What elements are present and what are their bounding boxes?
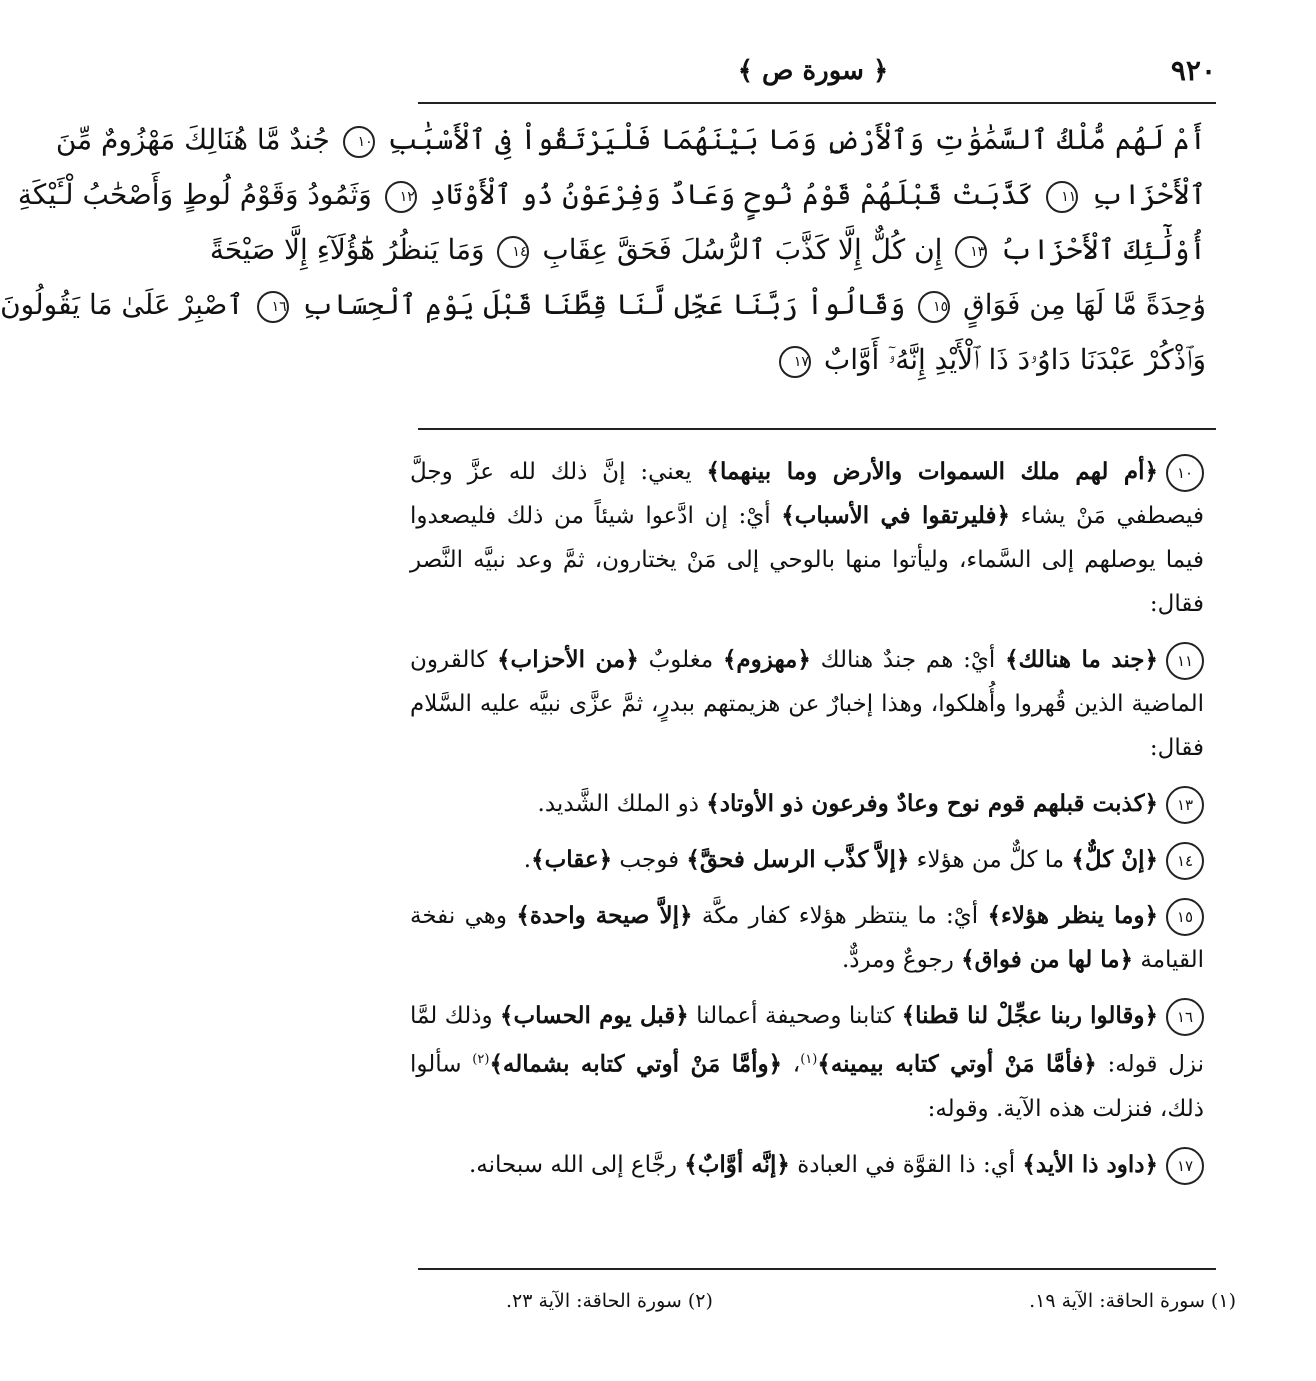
- quoted-verse: ﴿وقالوا ربنا عجِّلْ لنا قطنا﴾: [901, 1002, 1158, 1029]
- ayah-number-marker: ١١: [1046, 181, 1078, 213]
- quran-verse-text: وَمَا يَنظُرُ هَٰٓؤُلَآءِ إِلَّا صَيْحَةً: [209, 233, 494, 266]
- quran-verse-text: ٱلْأَحْزَابِ: [1082, 178, 1206, 211]
- verse-number-badge: ١٠: [1166, 454, 1204, 492]
- commentary-text: فوجب: [612, 847, 687, 873]
- quran-divider: [418, 428, 1216, 430]
- page-header: [410, 54, 1216, 94]
- verse-number-badge: ١٦: [1166, 998, 1204, 1036]
- quran-verse-text: وَثَمُودُ وَقَوْمُ لُوطٍ وَأَصْحَٰبُ لْـَٔيْكَةِ: [17, 178, 381, 211]
- footnote-divider: [418, 1268, 1216, 1270]
- quran-text-block: [0, 112, 1206, 387]
- quoted-verse: ﴿جند ما هنالك﴾: [1005, 646, 1159, 673]
- quran-verse-text: أَمْ لَهُم مُّلْكُ ٱلسَّمَٰوَٰتِ وَٱلْأَرْضِ وَمَا بَيْنَهُمَا فَلْيَرْتَقُواْ فِى ٱلْأَسْبَٰبِ: [378, 123, 1206, 156]
- commentary-text: ذو الملك الشَّديد.: [537, 791, 707, 817]
- commentary-text: أي: ذا القوَّة في العبادة: [789, 1151, 1023, 1178]
- verse-number-badge: ١٣: [1166, 786, 1204, 824]
- quran-verse-text: وَقَالُواْ رَبَّنَا عَجِّل لَّنَا قِطَّنَا قَبْلَ يَوْمِ ٱلْحِسَابِ: [292, 288, 915, 321]
- tafsir-entry: [410, 450, 1204, 626]
- commentary-text: ،: [782, 1051, 801, 1078]
- ayah-number-marker: ١٦: [257, 291, 289, 323]
- commentary-text: كتابنا وصحيفة أعمالنا: [688, 1003, 902, 1029]
- quoted-verse: ﴿وما ينظر هؤلاء﴾: [987, 902, 1158, 929]
- commentary-text: مغلوبٌ: [638, 647, 723, 673]
- quoted-verse: ﴿داود ذا الأيد﴾: [1022, 1150, 1158, 1178]
- surah-title: ﴿ سورة ص ﴾: [737, 56, 889, 86]
- commentary-text: أيْ: ما ينتظر هؤلاء كفار مكَّة: [692, 903, 988, 929]
- header-divider: [418, 102, 1216, 104]
- quran-verse-text: جُندٌ مَّا هُنَالِكَ مَهْزُومٌ مِّنَ: [55, 123, 339, 156]
- tafsir-block: [410, 450, 1204, 1199]
- verse-number-badge: ١١: [1166, 642, 1204, 680]
- quran-verse-text: إِن كُلٌّ إِلَّا كَذَّبَ ٱلرُّسُلَ فَحَقَّ عِقَابِ: [533, 233, 952, 266]
- quoted-verse: ﴿فأمَّا مَنْ أوتي كتابه بيمينه﴾: [817, 1050, 1097, 1078]
- ayah-number-marker: ١٠: [343, 126, 375, 158]
- commentary-text: كالقرون الماضية الذين قُهروا وأُهلكوا، وهذا إخبارٌ عن هزيمتهم ببدرٍ، ثمَّ عزَّى نبيَّه عليه السَّلام فقال:: [410, 647, 1204, 761]
- quran-verse-text: ٱصْبِرْ عَلَىٰ مَا يَقُولُونَ: [0, 288, 253, 321]
- footnote-reference: (١): [800, 1052, 818, 1067]
- tafsir-entry: [410, 1143, 1204, 1187]
- commentary-text: وذلك لمَّا نزل قوله:: [410, 1003, 1205, 1078]
- quoted-verse: ﴿إنْ كلٌّ﴾: [1071, 846, 1158, 873]
- quran-verse-text: كَذَّبَتْ قَبْلَهُمْ قَوْمُ نُوحٍ وَعَادٌ وَفِرْعَوْنُ ذُو ٱلْأَوْتَادِ: [420, 178, 1043, 211]
- quran-line: [17, 167, 1206, 222]
- commentary-text: .: [523, 847, 532, 873]
- commentary-text: يعني: إنَّ ذلك لله عزَّ وجلَّ فيصطفي مَنْ يشاء: [410, 459, 1205, 529]
- footnote-reference: (٢): [472, 1052, 490, 1067]
- quoted-verse: ﴿وأمَّا مَنْ أوتي كتابه بشماله﴾: [489, 1050, 783, 1078]
- ayah-number-marker: ١٧: [779, 346, 811, 378]
- ayah-number-marker: ١٢: [385, 181, 417, 213]
- commentary-text: أيْ: إن ادَّعوا شيئاً من ذلك فليصعدوا فيما يوصلهم إلى السَّماء، وليأتوا منها بالوحي إلى مَنْ يختارون، ثمَّ وعد نبيَّه النَّصر فقال:: [410, 503, 1204, 617]
- quoted-verse: ﴿أم لهم ملك السموات والأرض وما بينهما﴾: [706, 458, 1158, 485]
- quran-verse-text: أُوْلَٰٓئِكَ ٱلْأَحْزَابُ: [991, 233, 1206, 266]
- quoted-verse: ﴿من الأحزاب﴾: [497, 646, 639, 673]
- quoted-verse: ﴿إنَّه أوَّابٌ﴾: [684, 1150, 790, 1178]
- tafsir-entry: [410, 638, 1204, 770]
- ayah-number-marker: ١٣: [955, 236, 987, 268]
- quoted-verse: ﴿عقاب﴾: [531, 846, 613, 873]
- quran-line: [410, 332, 1206, 387]
- quoted-verse: ﴿كذبت قبلهم قوم نوح وعادٌ وفرعون ذو الأوتاد﴾: [706, 790, 1158, 817]
- tafsir-entry: [410, 782, 1204, 826]
- quoted-verse: ﴿فليرتقوا في الأسباب﴾: [781, 502, 1010, 529]
- footnote-2: (٢) سورة الحاقة: الآية ٢٣.: [506, 1290, 713, 1312]
- footnotes: [506, 1290, 1236, 1330]
- quran-verse-text: وَٰحِدَةً مَّا لَهَا مِن فَوَاقٍ: [954, 288, 1206, 321]
- quran-verse-text: وَٱذْكُرْ عَبْدَنَا دَاوُۥدَ ذَا ٱلْأَيْدِ إِنَّهُۥٓ أَوَّابٌ: [814, 343, 1206, 376]
- quran-line: [0, 277, 1206, 332]
- page-number: ٩٢٠: [1170, 54, 1216, 87]
- quoted-verse: ﴿ما لها من فواق﴾: [961, 946, 1134, 973]
- quran-line: [209, 222, 1206, 277]
- quoted-verse: ﴿إلاَّ كذَّب الرسل فحقَّ﴾: [686, 846, 910, 873]
- quran-line: [55, 112, 1206, 167]
- verse-number-badge: ١٥: [1166, 898, 1204, 936]
- verse-number-badge: ١٧: [1166, 1147, 1204, 1185]
- quoted-verse: ﴿قبل يوم الحساب﴾: [500, 1002, 689, 1029]
- tafsir-entry: [410, 838, 1204, 882]
- commentary-text: وهي نفخة القيامة: [410, 903, 1204, 973]
- commentary-text: سألوا ذلك، فنزلت هذه الآية. وقوله:: [410, 1051, 1204, 1122]
- tafsir-entry: [410, 894, 1204, 982]
- ayah-number-marker: ١٥: [918, 291, 950, 323]
- commentary-text: رجوعٌ ومردٌّ.: [841, 947, 962, 973]
- quoted-verse: ﴿إلاَّ صيحة واحدة﴾: [516, 902, 693, 929]
- tafsir-entry: [410, 994, 1204, 1131]
- footnote-1: (١) سورة الحاقة: الآية ١٩.: [1029, 1290, 1236, 1312]
- quoted-verse: ﴿مهزوم﴾: [722, 646, 811, 673]
- commentary-text: رجَّاع إلى الله سبحانه.: [468, 1151, 685, 1178]
- commentary-text: ما كلٌّ من هؤلاء: [909, 847, 1072, 873]
- verse-number-badge: ١٤: [1166, 842, 1204, 880]
- ayah-number-marker: ١٤: [497, 236, 529, 268]
- commentary-text: أيْ: هم جندٌ هنالك: [810, 647, 1006, 673]
